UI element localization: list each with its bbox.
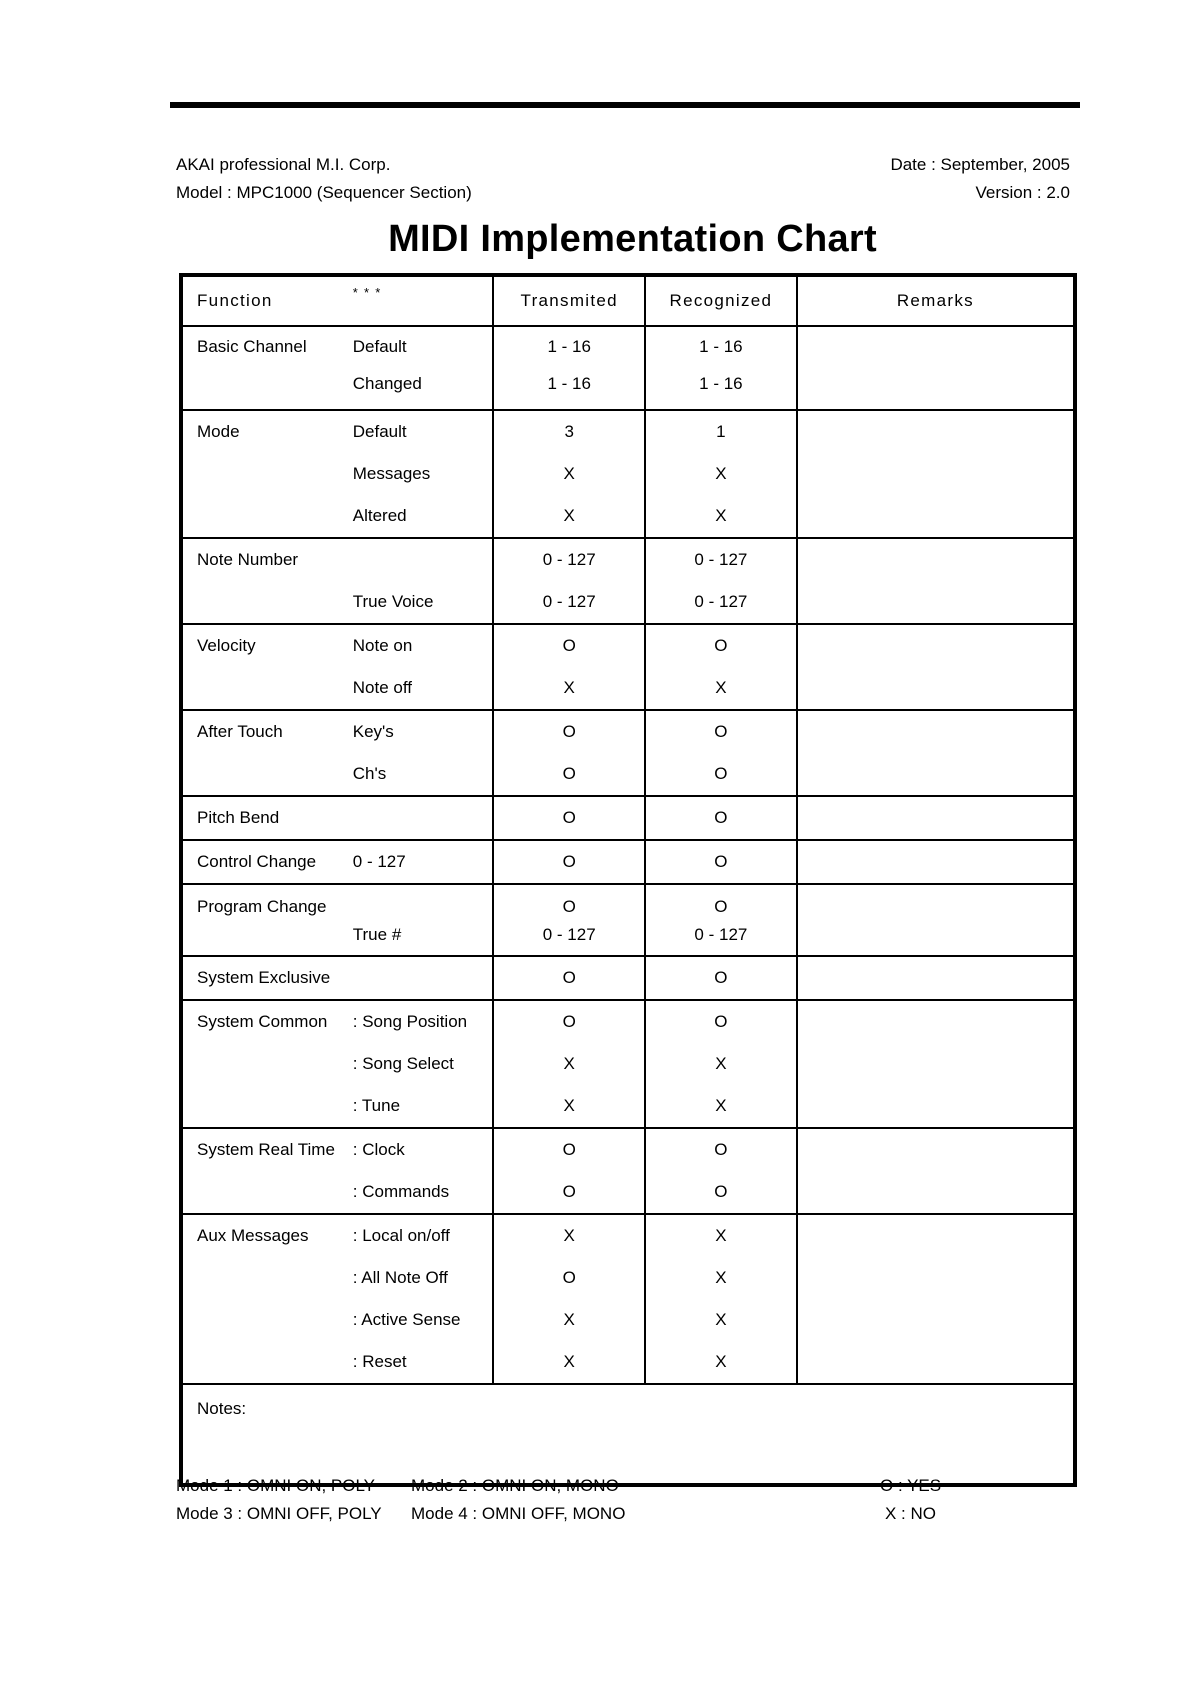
- rx-value: 0 - 127: [694, 550, 748, 569]
- tx-value: X: [563, 1096, 575, 1115]
- column-header-transmitted: Transmited: [493, 275, 645, 326]
- table-row-system-common: [181, 1000, 1075, 1128]
- remarks-cell: [797, 840, 1075, 884]
- column-header-function: Function: [181, 275, 353, 326]
- sub-label: : Local on/off: [352, 1226, 450, 1245]
- rx-value: X: [715, 1226, 727, 1245]
- tx-value: O: [562, 1182, 576, 1201]
- page-title: MIDI Implementation Chart: [388, 218, 877, 260]
- document-date: Date : September, 2005: [890, 155, 1070, 174]
- sub-label: : Song Position: [352, 1012, 468, 1031]
- table-row-mode: [181, 410, 1075, 538]
- table-row-note-number: [181, 538, 1075, 624]
- tx-value: O: [562, 1140, 576, 1159]
- remarks-cell: [797, 710, 1075, 796]
- sub-label: 0 - 127: [352, 852, 406, 871]
- rx-value: O: [714, 1012, 728, 1031]
- row-label: Velocity: [197, 636, 256, 655]
- tx-value: O: [562, 968, 576, 987]
- table-row-basic-channel: [181, 326, 1075, 410]
- tx-value: 0 - 127: [542, 592, 596, 611]
- footer-mode-3: Mode 3 : OMNI OFF, POLY: [176, 1504, 382, 1523]
- rx-value: X: [715, 1352, 727, 1371]
- row-label: System Common: [197, 1012, 328, 1031]
- column-header-sub: * * *: [353, 275, 494, 326]
- row-label: Program Change: [197, 897, 327, 916]
- rx-value: 1: [716, 422, 726, 441]
- tx-value: 1 - 16: [547, 374, 591, 393]
- tx-value: 0 - 127: [542, 925, 596, 944]
- tx-value: O: [562, 1012, 576, 1031]
- rx-value: 1 - 16: [699, 374, 743, 393]
- table-row-system-exclusive: [181, 956, 1075, 1000]
- table-row-control-change: [181, 840, 1075, 884]
- column-header-remarks: Remarks: [797, 275, 1075, 326]
- rx-value: 1 - 16: [699, 337, 743, 356]
- remarks-cell: [797, 796, 1075, 840]
- sub-label: : Song Select: [352, 1054, 454, 1073]
- sub-label: : Tune: [352, 1096, 401, 1115]
- rx-value: 0 - 127: [694, 925, 748, 944]
- remarks-cell: [797, 410, 1075, 538]
- rx-value: O: [714, 1140, 728, 1159]
- row-label: Note Number: [197, 550, 299, 569]
- rx-value: O: [714, 636, 728, 655]
- midi-implementation-table: [179, 273, 1077, 1487]
- rx-value: X: [715, 678, 727, 697]
- row-label: Pitch Bend: [197, 808, 280, 827]
- tx-value: 3: [564, 422, 574, 441]
- tx-value: O: [562, 852, 576, 871]
- sub-label: : Clock: [352, 1140, 405, 1159]
- sub-label: Altered: [352, 506, 407, 525]
- tx-value: O: [562, 636, 576, 655]
- tx-value: X: [563, 1226, 575, 1245]
- tx-value: O: [562, 808, 576, 827]
- tx-value: X: [563, 1310, 575, 1329]
- remarks-cell: [797, 1128, 1075, 1214]
- sub-label: True #: [352, 925, 402, 944]
- footer-mode-4: Mode 4 : OMNI OFF, MONO: [411, 1504, 626, 1523]
- legend-no: X : NO: [885, 1504, 937, 1523]
- rx-value: O: [714, 968, 728, 987]
- rx-value: O: [714, 808, 728, 827]
- tx-value: 1 - 16: [547, 337, 591, 356]
- notes-cell: [181, 1384, 1075, 1485]
- row-label: System Real Time: [197, 1140, 335, 1159]
- table-row-aux-messages: [181, 1214, 1075, 1384]
- sub-label: Ch's: [352, 764, 387, 783]
- sub-label: Key's: [352, 722, 394, 741]
- sub-label: : Reset: [352, 1352, 407, 1371]
- rx-value: 0 - 127: [694, 592, 748, 611]
- remarks-cell: [797, 956, 1075, 1000]
- document-version: Version : 2.0: [975, 183, 1070, 202]
- sub-label: : All Note Off: [352, 1268, 448, 1287]
- row-label: Control Change: [197, 852, 317, 871]
- notes-label: Notes:: [197, 1399, 247, 1418]
- rx-value: X: [715, 1310, 727, 1329]
- rx-value: O: [714, 852, 728, 871]
- sub-label: Note on: [352, 636, 413, 655]
- remarks-cell: [797, 624, 1075, 710]
- model-name: Model : MPC1000 (Sequencer Section): [176, 183, 472, 202]
- top-rule: [170, 102, 1080, 108]
- rx-value: X: [715, 506, 727, 525]
- row-label: Mode: [197, 422, 240, 441]
- sub-label: [353, 893, 493, 921]
- sub-label: [353, 797, 493, 839]
- table-row-after-touch: [181, 710, 1075, 796]
- remarks-cell: [797, 1214, 1075, 1384]
- remarks-cell: [797, 1000, 1075, 1128]
- table-row-pitch-bend: [181, 796, 1075, 840]
- table-row-program-change: [181, 884, 1075, 956]
- row-label: Basic Channel: [197, 337, 307, 356]
- row-label: System Exclusive: [197, 968, 331, 987]
- remarks-cell: [797, 538, 1075, 624]
- table-header-row: [181, 275, 1075, 326]
- row-label: After Touch: [197, 722, 283, 741]
- tx-value: X: [563, 1352, 575, 1371]
- rx-value: X: [715, 1054, 727, 1073]
- tx-value: O: [562, 897, 576, 916]
- sub-label: Note off: [352, 678, 412, 697]
- tx-value: X: [563, 506, 575, 525]
- remarks-cell: [797, 884, 1075, 956]
- sub-label: Messages: [352, 464, 431, 483]
- sub-label: Changed: [352, 374, 422, 393]
- column-header-recognized: Recognized: [645, 275, 797, 326]
- rx-value: X: [715, 1268, 727, 1287]
- rx-value: X: [715, 464, 727, 483]
- sub-label: : Commands: [352, 1182, 450, 1201]
- table-row-system-real-time: [181, 1128, 1075, 1214]
- table-row-notes: [181, 1384, 1075, 1485]
- tx-value: O: [562, 1268, 576, 1287]
- tx-value: O: [562, 764, 576, 783]
- company-name: AKAI professional M.I. Corp.: [176, 155, 391, 174]
- tx-value: X: [563, 464, 575, 483]
- row-label: Aux Messages: [197, 1226, 309, 1245]
- tx-value: 0 - 127: [542, 550, 596, 569]
- remarks-cell: [797, 326, 1075, 410]
- sub-label: Default: [352, 422, 407, 441]
- rx-value: O: [714, 764, 728, 783]
- rx-value: X: [715, 1096, 727, 1115]
- footer-mode-1: Mode 1 : OMNI ON, POLY: [176, 1476, 376, 1495]
- rx-value: O: [714, 722, 728, 741]
- sub-label: True Voice: [352, 592, 434, 611]
- tx-value: O: [562, 722, 576, 741]
- tx-value: X: [563, 1054, 575, 1073]
- sub-label: [353, 957, 493, 999]
- sub-label: [353, 539, 493, 581]
- sub-label: : Active Sense: [352, 1310, 461, 1329]
- legend-yes: O : YES: [880, 1476, 942, 1495]
- table-row-velocity: [181, 624, 1075, 710]
- rx-value: O: [714, 1182, 728, 1201]
- rx-value: O: [714, 897, 728, 916]
- tx-value: X: [563, 678, 575, 697]
- footer-mode-2: Mode 2 : OMNI ON, MONO: [411, 1476, 619, 1495]
- sub-label: Default: [352, 337, 407, 356]
